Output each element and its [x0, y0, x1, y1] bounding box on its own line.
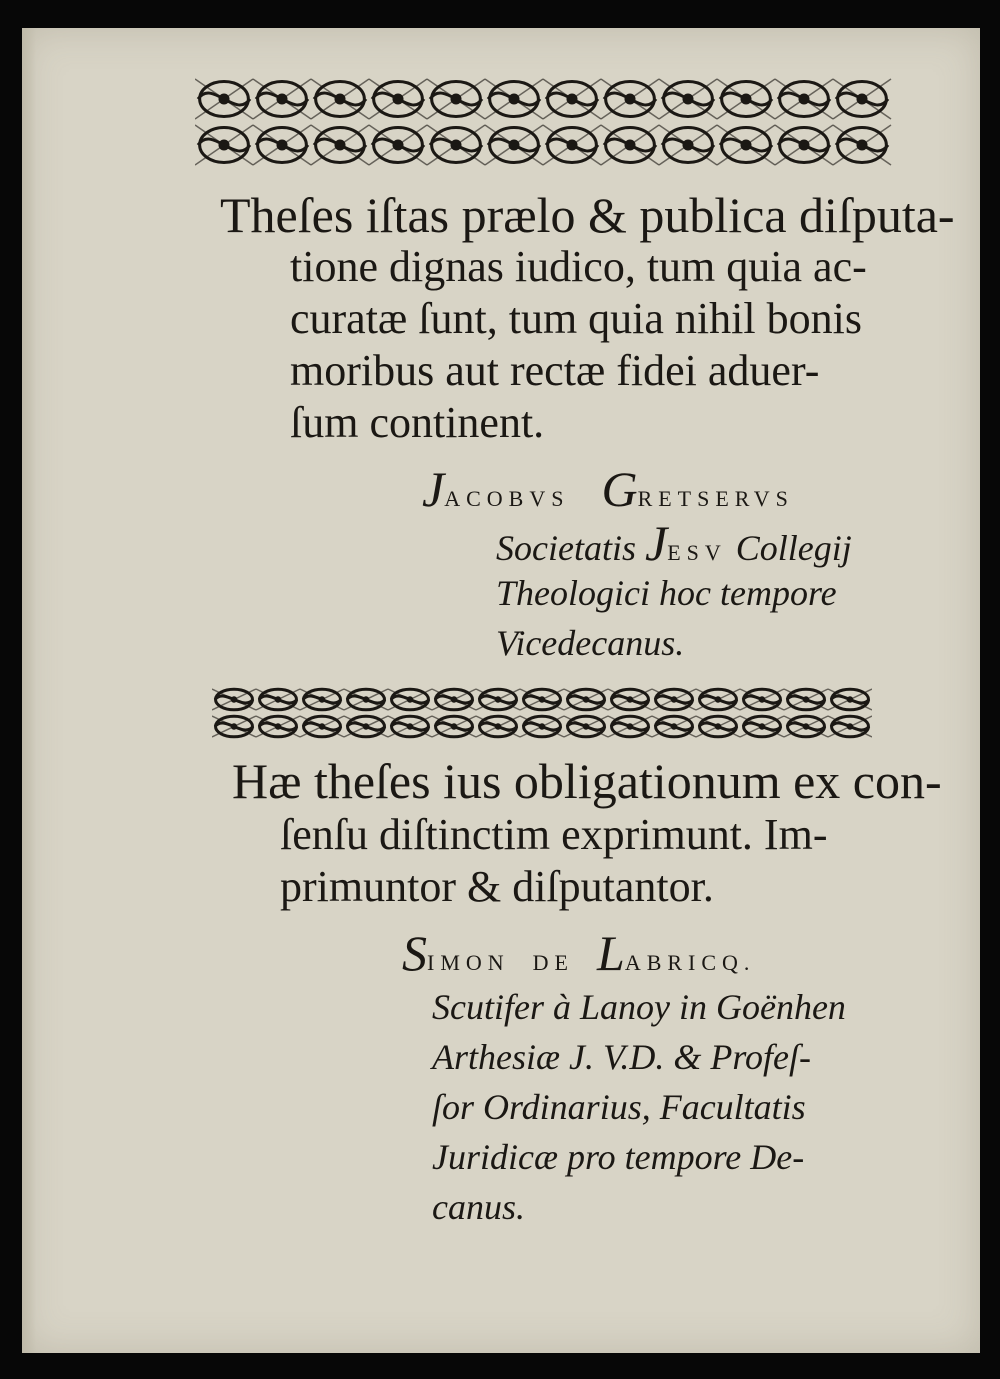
fleuron-motif — [775, 125, 833, 165]
approval-1-line-4: moribus aut rectæ fidei aduer- — [290, 346, 820, 395]
fleuron-motif — [432, 716, 476, 737]
signature-2-line-3: Arthesiæ J. V.D. & Profeſ- — [432, 1037, 811, 1077]
fleuron-motif — [311, 125, 369, 165]
approval-2-line-1 — [232, 753, 942, 809]
fleuron-motif — [775, 79, 833, 119]
signature-1-line-3: Theologici hoc tempore — [496, 573, 837, 613]
fleuron-motif — [256, 689, 300, 710]
collegij-text: Collegij — [735, 528, 852, 568]
page-gutter-shadow — [22, 28, 36, 1353]
fleuron-motif — [369, 79, 427, 119]
fleuron-motif — [344, 689, 388, 710]
fleuron-motif — [828, 689, 872, 710]
drop-initial-t: Theſes iſtas prælo & publica diſputa- — [220, 187, 955, 243]
fleuron-motif — [256, 716, 300, 737]
fleuron-motif — [717, 125, 775, 165]
fleuron-motif — [659, 79, 717, 119]
drop-initial-h: Hæ theſes ius obligationum ex con- — [232, 753, 942, 809]
signature-2-line-6: canus. — [432, 1187, 525, 1227]
fleuron-motif — [476, 716, 520, 737]
approval-2-line-2: ſenſu diſtinctim exprimunt. Im- — [280, 810, 828, 859]
initial-s: S — [402, 925, 427, 981]
fleuron-motif — [212, 716, 256, 737]
fleuron-motif — [485, 79, 543, 119]
fleuron-motif — [520, 716, 564, 737]
fleuron-motif — [427, 125, 485, 165]
fleuron-motif — [344, 716, 388, 737]
initial-j-2: J — [644, 515, 668, 571]
approval-1-line-2: tione dignas iudico, tum quia ac- — [290, 242, 867, 291]
fleuron-motif — [253, 125, 311, 165]
fleuron-motif — [300, 689, 344, 710]
signature-1-line-2 — [496, 515, 852, 576]
signature-2-line-4: ſor Ordinarius, Facultatis — [432, 1087, 806, 1127]
fleuron-motif — [300, 716, 344, 737]
name-labricq: ABRICQ. — [624, 950, 756, 975]
fleuron-motif — [608, 716, 652, 737]
initial-l: L — [597, 925, 625, 981]
fleuron-motif — [601, 125, 659, 165]
approval-1-line-5: ſum continent. — [290, 398, 545, 447]
fleuron-motif — [369, 125, 427, 165]
fleuron-motif — [311, 79, 369, 119]
signature-2-line-2: Scutifer à Lanoy in Goënhen — [432, 987, 846, 1027]
fleuron-motif — [608, 689, 652, 710]
fleuron-motif — [427, 79, 485, 119]
fleuron-motif — [659, 125, 717, 165]
esv-text: ESV — [667, 540, 727, 565]
fleuron-motif — [388, 689, 432, 710]
fleuron-motif — [601, 79, 659, 119]
fleuron-motif — [195, 79, 253, 119]
approval-1-line-1 — [220, 187, 955, 243]
top-ornament-band — [195, 76, 893, 168]
fleuron-motif — [740, 716, 784, 737]
initial-j: J — [422, 461, 445, 517]
fleuron-motif — [543, 79, 601, 119]
middle-ornament-band — [212, 686, 872, 740]
fleuron-motif — [476, 689, 520, 710]
fleuron-motif — [696, 716, 740, 737]
fleuron-motif — [784, 689, 828, 710]
fleuron-motif — [195, 125, 253, 165]
fleuron-motif — [828, 716, 872, 737]
fleuron-motif — [833, 125, 891, 165]
societatis-text: Societatis — [496, 528, 636, 568]
fleuron-motif — [543, 125, 601, 165]
initial-g: G — [601, 461, 638, 517]
fleuron-motif — [833, 79, 891, 119]
fleuron-motif — [652, 716, 696, 737]
name-gretservs: RETSERVS — [637, 486, 794, 511]
signature-2-name — [402, 925, 756, 986]
signature-1-line-4: Vicedecanus. — [496, 623, 685, 663]
fleuron-motif — [564, 689, 608, 710]
name-jacobus: ACOBVS — [444, 486, 570, 511]
fleuron-motif — [740, 689, 784, 710]
signature-1-name — [422, 461, 794, 522]
fleuron-motif — [485, 125, 543, 165]
fleuron-motif — [652, 689, 696, 710]
fleuron-motif — [388, 716, 432, 737]
name-simon: IMON — [427, 950, 510, 975]
fleuron-motif — [520, 689, 564, 710]
book-page — [22, 28, 980, 1353]
approval-1-line-3: curatæ ſunt, tum quia nihil bonis — [290, 294, 862, 343]
fleuron-motif — [784, 716, 828, 737]
fleuron-motif — [717, 79, 775, 119]
fleuron-motif — [564, 716, 608, 737]
approval-2-line-3: primuntor & diſputantor. — [280, 862, 714, 911]
fleuron-motif — [696, 689, 740, 710]
name-de: DE — [532, 950, 574, 975]
signature-2-line-5: Juridicæ pro tempore De- — [432, 1137, 805, 1177]
fleuron-motif — [432, 689, 476, 710]
fleuron-motif — [253, 79, 311, 119]
fleuron-motif — [212, 689, 256, 710]
